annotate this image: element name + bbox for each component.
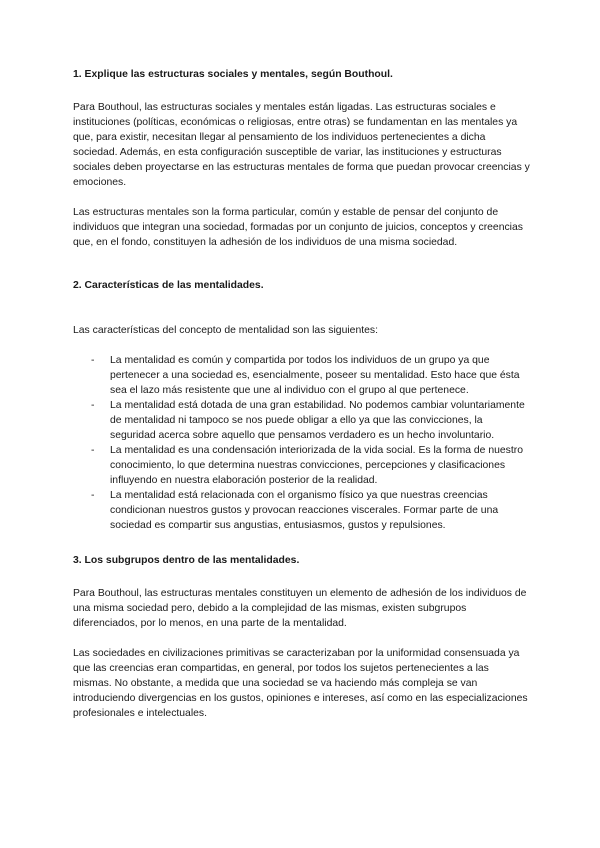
bullet-dash: - bbox=[91, 355, 95, 366]
list-item bbox=[91, 488, 530, 533]
list-item bbox=[91, 398, 530, 443]
bullet-dash: - bbox=[91, 400, 95, 411]
bullet-dash: - bbox=[91, 490, 95, 501]
section-3-heading: 3. Los subgrupos dentro de las mentalidades. bbox=[73, 555, 300, 566]
list-item-text: La mentalidad está dotada de una gran estabilidad. No podemos cambiar voluntariamente de mentalidad ni tampoco se nos puede obligar a ello ya que las convicciones, la seguridad acerca sobre aquello que pensamos verdadero es un hecho involuntario. bbox=[110, 400, 525, 441]
section-1-heading: 1. Explique las estructuras sociales y mentales, según Bouthoul. bbox=[73, 69, 393, 80]
characteristics-list bbox=[73, 353, 530, 533]
list-item-text: La mentalidad es una condensación interiorizada de la vida social. Es la forma de nuestro conocimiento, lo que determina nuestras convicciones, percepciones y clasificaciones influyendo en nuestra elaboración posterior de la realidad. bbox=[110, 445, 523, 486]
bullet-dash: - bbox=[91, 445, 95, 456]
section-2-intro: Las características del concepto de mentalidad son las siguientes: bbox=[73, 325, 378, 336]
section-2-heading: 2. Características de las mentalidades. bbox=[73, 280, 264, 291]
list-item-text: La mentalidad es común y compartida por todos los individuos de un grupo ya que pertenecer a una sociedad es, esencialmente, poseer su mentalidad. Esto hace que ésta sea el lazo más resistente que une al individuo con el grupo al que pertenece. bbox=[110, 355, 520, 396]
list-item bbox=[91, 443, 530, 488]
list-item bbox=[91, 353, 530, 398]
section-3-paragraph-1: Para Bouthoul, las estructuras mentales constituyen un elemento de adhesión de los individuos de una misma sociedad pero, debido a la complejidad de las mismas, existen subgrupos diferenciados, por lo menos, en una parte de la mentalidad. bbox=[73, 588, 527, 629]
section-3-paragraph-2: Las sociedades en civilizaciones primitivas se caracterizaban por la uniformidad consensuada ya que las creencias eran compartidas, en general, por todos los sujetos pertenecientes a las mismas. No obstante, a medida que una sociedad se va haciendo más compleja se van introduciendo divergencias en los gustos, opiniones e intereses, así como en las especializaciones profesionales e intelectuales. bbox=[73, 648, 528, 719]
section-1-paragraph-1: Para Bouthoul, las estructuras sociales y mentales están ligadas. Las estructuras sociales e instituciones (políticas, económicas o religiosas, entre otras) se fundamentan en las mentales ya que, para existir, necesitan llegar al pensamiento de los individuos pertenecientes a dicha sociedad. Además, en esta configuración susceptible de variar, las instituciones y estructuras sociales deben proyectarse en las estructuras mentales de forma que puedan provocar creencias y emociones. bbox=[73, 102, 530, 188]
section-1-paragraph-2: Las estructuras mentales son la forma particular, común y estable de pensar del conjunto de individuos que integran una sociedad, formadas por un conjunto de juicios, conceptos y creencias que, en el fondo, constituyen la adhesión de los individuos de una misma sociedad. bbox=[73, 207, 523, 248]
list-item-text: La mentalidad está relacionada con el organismo físico ya que nuestras creencias condicionan nuestros gustos y provocan reacciones viscerales. Formar parte de una sociedad es compartir sus angustias, entusiasmos, gustos y repulsiones. bbox=[110, 490, 499, 531]
